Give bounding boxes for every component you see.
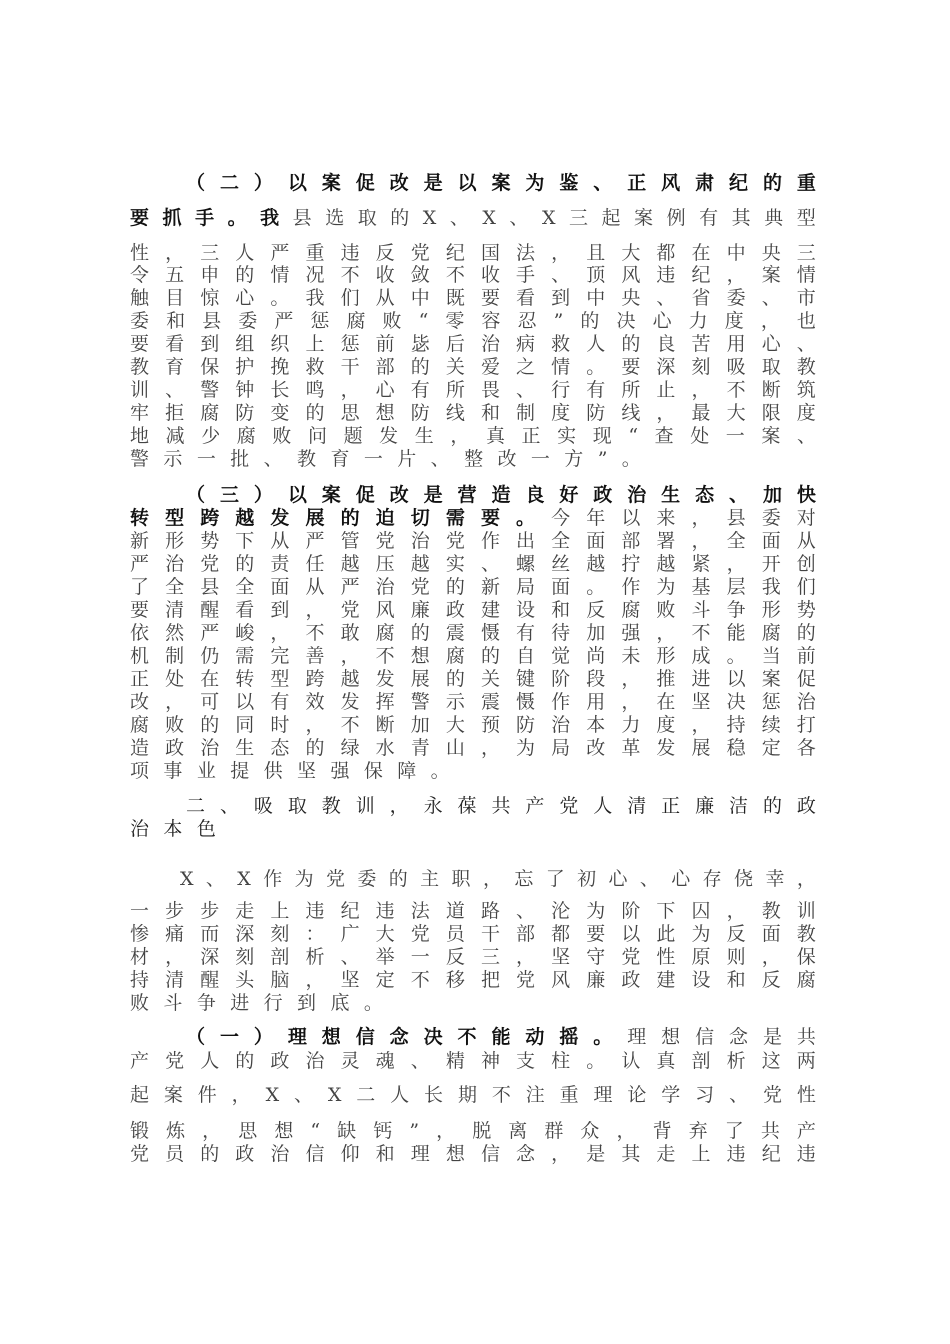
text-line: 项 事 业 提 供 坚 强 保 障 。 bbox=[130, 760, 450, 782]
text-line: 材 ， 深 刻 剖 析 、 举 一 反 三 ， 坚 守 党 性 原 则 ， 保 bbox=[130, 946, 816, 968]
text-line: （ 三 ） 以 案 促 改 是 营 造 良 好 政 治 生 态 、 加 快 bbox=[186, 484, 816, 506]
text-line: （ 二 ） 以 案 促 改 是 以 案 为 鉴 、 正 风 肃 纪 的 重 bbox=[186, 172, 816, 194]
text-line: 转 型 跨 越 发 展 的 迫 切 需 要 。 今 年 以 来 ， 县 委 对 bbox=[130, 507, 816, 529]
text-line: 令 五 申 的 情 况 不 收 敛 不 收 手 、 顶 风 违 纪 ， 案 情 bbox=[130, 264, 816, 286]
text-line: 要 清 醒 看 到 ， 党 风 廉 政 建 设 和 反 腐 败 斗 争 形 势 bbox=[130, 599, 816, 621]
text-line: 地 减 少 腐 败 问 题 发 生 ， 真 正 实 现 “ 查 处 一 案 、 bbox=[130, 425, 816, 447]
text-line: 委 和 县 委 严 惩 腐 败 “ 零 容 忍 ” 的 决 心 力 度 ， 也 bbox=[130, 310, 816, 332]
text-line: 二 、 吸 取 教 训 ， 永 葆 共 产 党 人 清 正 廉 洁 的 政 bbox=[186, 795, 816, 817]
text-line: 要 抓 手 。 我 县 选 取 的 X 、 X 、 X 三 起 案 例 有 其 典 型 bbox=[130, 207, 816, 229]
text-line: 惨 痛 而 深 刻 ： 广 大 党 员 干 部 都 要 以 此 为 反 面 教 bbox=[130, 923, 816, 945]
text-line: 机 制 仍 需 完 善 ， 不 想 腐 的 自 觉 尚 未 形 成 。 当 前 bbox=[130, 645, 816, 667]
text-line: 持 清 醒 头 脑 ， 坚 定 不 移 把 党 风 廉 政 建 设 和 反 腐 bbox=[130, 969, 816, 991]
text-line: 治 本 色 bbox=[130, 818, 216, 840]
text-line: （ 一 ） 理 想 信 念 决 不 能 动 摇 。 理 想 信 念 是 共 bbox=[186, 1026, 816, 1048]
text-line: 产 党 人 的 政 治 灵 魂 、 精 神 支 柱 。 认 真 剖 析 这 两 bbox=[130, 1050, 816, 1072]
text-line: 新 形 势 下 从 严 管 党 治 党 作 出 全 面 部 署 ， 全 面 从 bbox=[130, 530, 816, 552]
text-line: 牢 拒 腐 防 变 的 思 想 防 线 和 制 度 防 线 ， 最 大 限 度 bbox=[130, 402, 816, 424]
text-line: 正 处 在 转 型 跨 越 发 展 的 关 键 阶 段 ， 推 进 以 案 促 bbox=[130, 668, 816, 690]
text-line: 了 全 县 全 面 从 严 治 党 的 新 局 面 。 作 为 基 层 我 们 bbox=[130, 576, 816, 598]
text-line: X 、 X 作 为 党 委 的 主 职 ， 忘 了 初 心 、 心 存 侥 幸 ， bbox=[180, 868, 816, 890]
text-line: 锻 炼 ， 思 想 “ 缺 钙 ” ， 脱 离 群 众 ， 背 弃 了 共 产 bbox=[130, 1120, 816, 1142]
text-line: 训 、 警 钟 长 鸣 ， 心 有 所 畏 、 行 有 所 止 ， 不 断 筑 bbox=[130, 379, 816, 401]
text-line: 警 示 一 批 、 教 育 一 片 、 整 改 一 方 ” 。 bbox=[130, 448, 641, 470]
text-line: 教 育 保 护 挽 救 干 部 的 关 爱 之 情 。 要 深 刻 吸 取 教 bbox=[130, 356, 816, 378]
text-line: 依 然 严 峻 ， 不 敢 腐 的 震 慑 有 待 加 强 ， 不 能 腐 的 bbox=[130, 622, 816, 644]
text-line: 改 ， 可 以 有 效 发 挥 警 示 震 慑 作 用 ， 在 坚 决 惩 治 bbox=[130, 691, 816, 713]
text-line: 起 案 件 ， X 、 X 二 人 长 期 不 注 重 理 论 学 习 、 党 性 bbox=[130, 1084, 816, 1106]
text-line: 要 看 到 组 织 上 惩 前 毖 后 治 病 救 人 的 良 苦 用 心 、 bbox=[130, 333, 816, 355]
text-line: 造 政 治 生 态 的 绿 水 青 山 ， 为 局 改 革 发 展 稳 定 各 bbox=[130, 737, 816, 759]
text-line: 性 ， 三 人 严 重 违 反 党 纪 国 法 ， 且 大 都 在 中 央 三 bbox=[130, 242, 816, 264]
text-line: 触 目 惊 心 。 我 们 从 中 既 要 看 到 中 央 、 省 委 、 市 bbox=[130, 287, 816, 309]
text-line: 严 治 党 的 责 任 越 压 越 实 、 螺 丝 越 拧 越 紧 ， 开 创 bbox=[130, 553, 816, 575]
text-line: 腐 败 的 同 时 ， 不 断 加 大 预 防 治 本 力 度 ， 持 续 打 bbox=[130, 714, 816, 736]
text-line: 一 步 步 走 上 违 纪 违 法 道 路 、 沦 为 阶 下 囚 ， 教 训 bbox=[130, 900, 816, 922]
text-line: 党 员 的 政 治 信 仰 和 理 想 信 念 ， 是 其 走 上 违 纪 违 bbox=[130, 1143, 816, 1165]
text-line: 败 斗 争 进 行 到 底 。 bbox=[130, 992, 383, 1014]
